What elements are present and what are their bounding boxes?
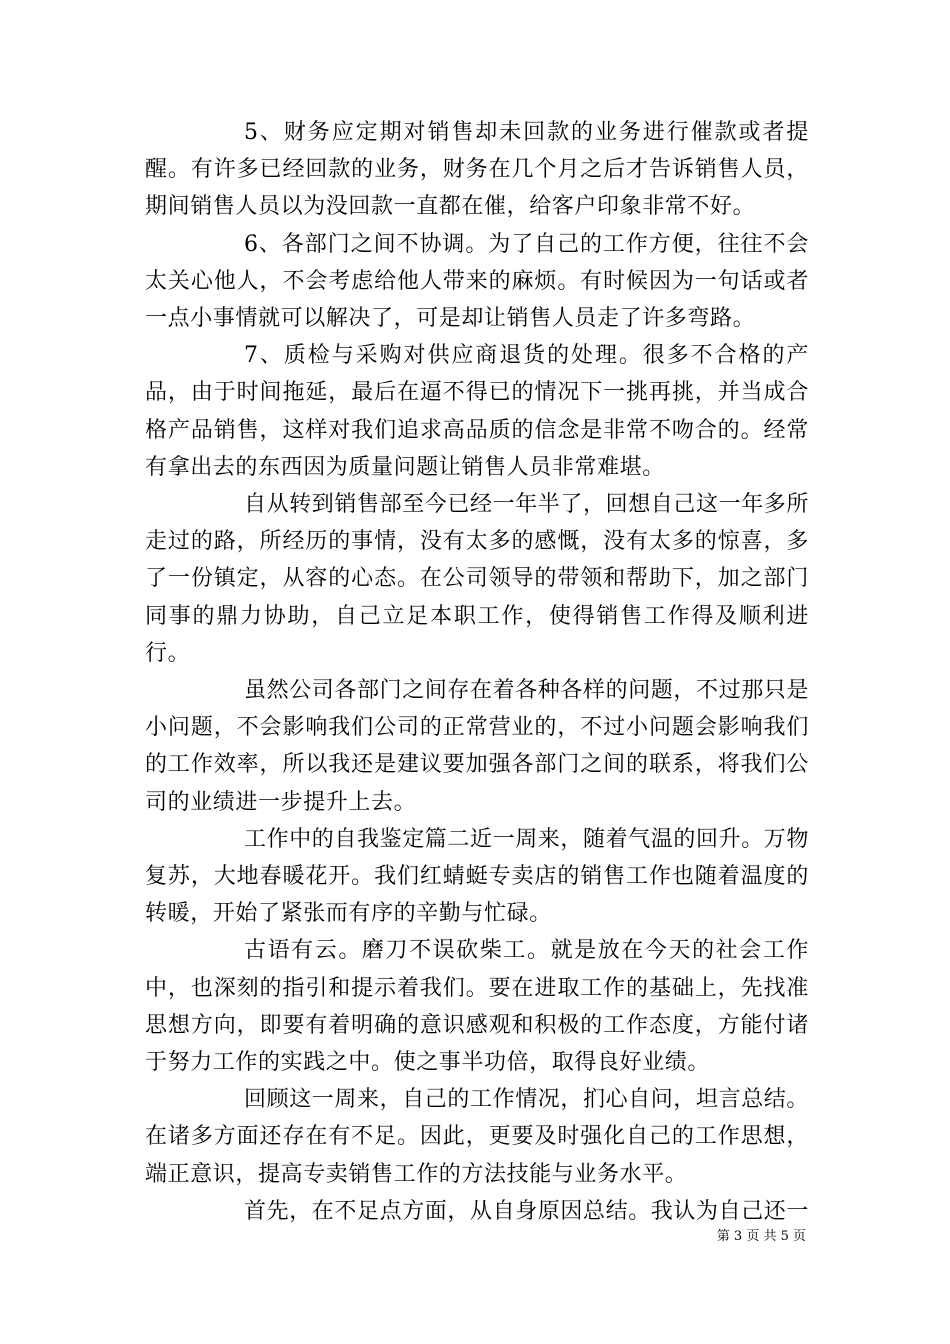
document-body: [145, 114, 809, 1230]
paragraph-2: 6、各部门之间不协调。为了自己的工作方便，往往不会太关心他人，不会考虑给他人带来的麻烦。有时候因为一句话或者一点小事情就可以解决了，可是却让销售人员走了许多弯路。: [145, 231, 809, 332]
page-number-footer: 第 3 页 共 5 页: [716, 1229, 806, 1244]
paragraph-1: 5、财务应定期对销售却未回款的业务进行催款或者提醒。有许多已经回款的业务，财务在几个月之后才告诉销售人员，期间销售人员以为没回款一直都在催，给客户印象非常不好。: [145, 120, 809, 220]
paragraph-6: 工作中的自我鉴定篇二近一周来，随着气温的回升。万物复苏，大地春暖花开。我们红蜻蜓专卖店的销售工作也随着温度的转暖，开始了紧张而有序的辛勤与忙碌。: [145, 826, 810, 927]
paragraph-9: 首先，在不足点方面，从自身原因总结。我认为自己还一: [244, 1198, 810, 1224]
paragraph-4: 自从转到销售部至今已经一年半了，回想自己这一年多所走过的路，所经历的事情，没有太多的感慨，没有太多的惊喜，多了一份镇定，从容的心态。在公司领导的带领和帮助下，加之部门同事的鼎力协助，自己立足本职工作，使得销售工作得及顺利进行。: [145, 492, 810, 666]
paragraph-8: 回顾这一周来，自己的工作情况，扪心自问，坦言总结。在诸多方面还存在有不足。因此，更要及时强化自己的工作思想，端正意识，提高专卖销售工作的方法技能与业务水平。: [145, 1087, 810, 1187]
paragraph-5: 虽然公司各部门之间存在着各种各样的问题，不过那只是小问题，不会影响我们公司的正常营业的，不过小问题会影响我们的工作效率，所以我还是建议要加强各部门之间的联系，将我们公司的业绩进一步提升上去。: [145, 678, 810, 815]
paragraph-3: 7、质检与采购对供应商退货的处理。很多不合格的产品，由于时间拖延，最后在逼不得已的情况下一挑再挑，并当成合格产品销售，这样对我们追求高品质的信念是非常不吻合的。经常有拿出去的东西因为质量问题让销售人员非常难堪。: [145, 343, 809, 480]
paragraph-7: 古语有云。磨刀不误砍柴工。就是放在今天的社会工作中，也深刻的指引和提示着我们。要在进取工作的基础上，先找准思想方向，即要有着明确的意识感观和积极的工作态度，方能付诸于努力工作的实践之中。使之事半功倍，取得良好业绩。: [145, 938, 809, 1076]
